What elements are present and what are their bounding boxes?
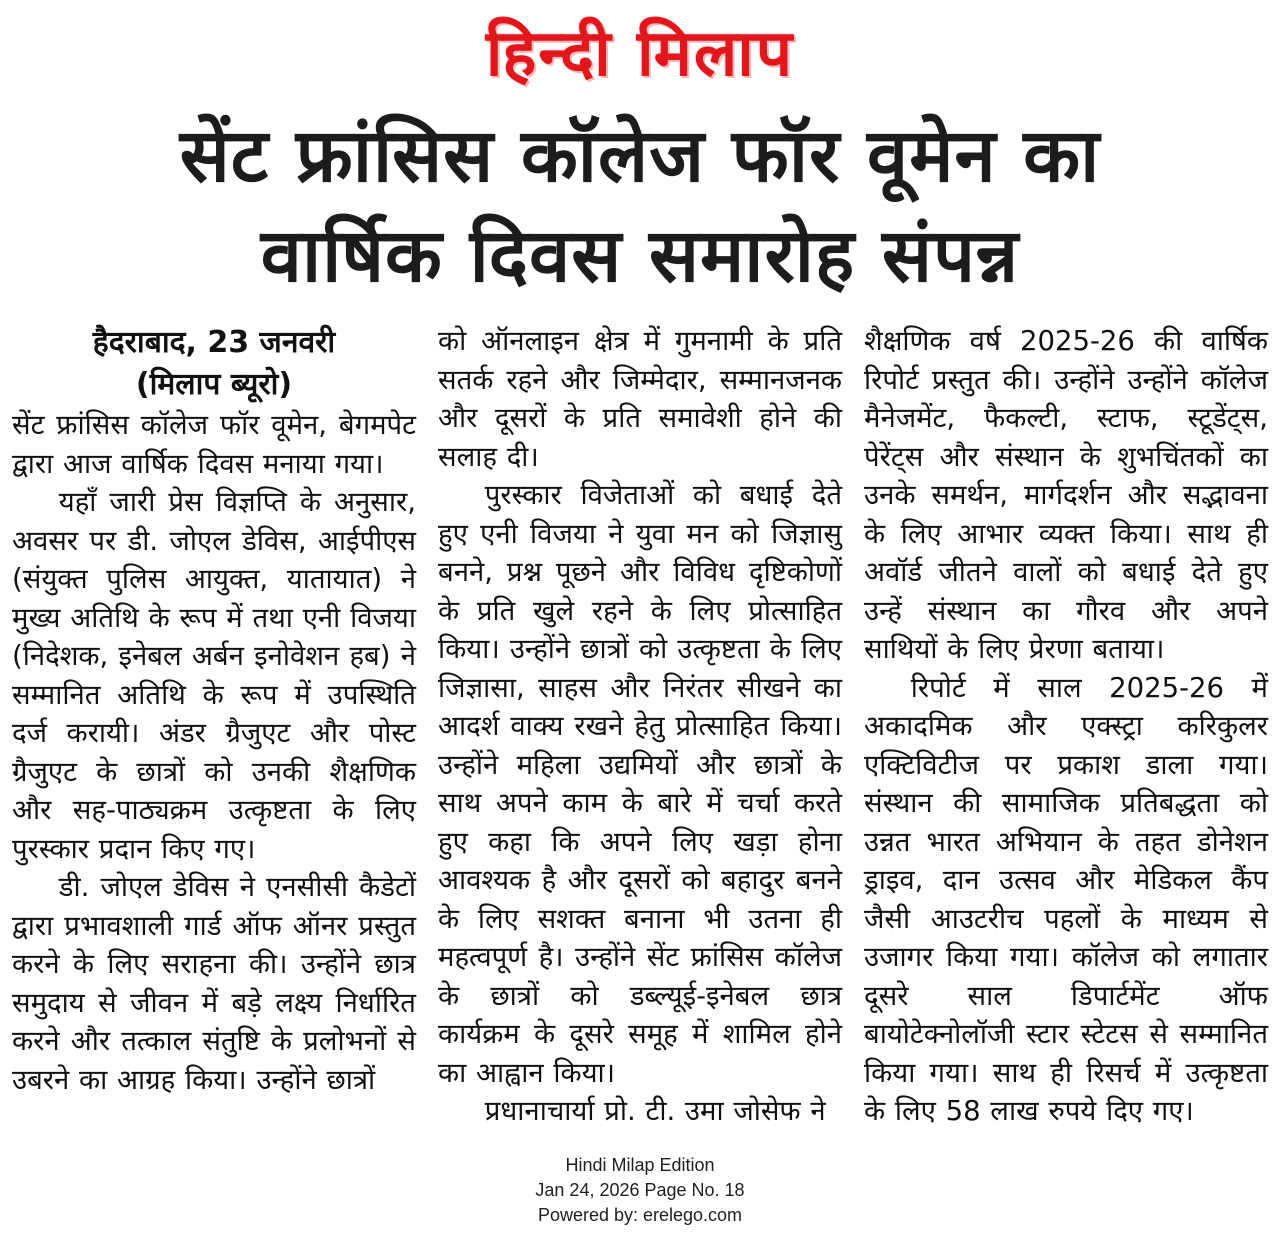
paragraph: को ऑनलाइन क्षेत्र में गुमनामी के प्रति सतर्क रहने और जिम्मेदार, सम्मानजनक और दूसरों के प्रति समावेशी होने की सलाह दी। — [438, 325, 842, 473]
headline-line-1: सेंट फ्रांसिस कॉलेज फॉर वूमेन का — [179, 113, 1101, 199]
dateline: हैदराबाद, 23 जनवरी — [92, 325, 336, 360]
headline-line-2: वार्षिक दिवस समारोह संपन्न — [260, 213, 1020, 299]
footer-date-page: Jan 24, 2026 Page No. 18 — [535, 1179, 745, 1200]
paragraph: डी. जोएल डेविस ने एनसीसी कैडेटों द्वारा प्रभावशाली गार्ड ऑफ ऑनर प्रस्तुत करने के लिए सराहना की। उन्होंने छात्र समुदाय से जीवन में बड़े लक्ष्य निर्धारित करने और तत्काल संतुष्टि के प्रलोभनों से उबरने का आग्रह किया। उन्होंने छात्रों — [12, 871, 416, 1096]
paragraph: रिपोर्ट में साल 2025-26 में अकादमिक और एक्स्ट्रा करिकुलर एक्टिविटीज पर प्रकाश डाला गया। संस्थान की सामाजिक प्रतिबद्धता को उन्नत भारत अभियान के तहत डोनेशन ड्राइव, दान उत्सव और मेडिकल कैंप जैसी आउटरीच पहलों के माध्यम से उजागर किया गया। कॉलेज को लगातार दूसरे साल डिपार्टमेंट ऑफ बायोटेक्नोलॉजी स्टार स्टेटस से सम्मानित किया गया। साथ ही रिसर्च में उत्कृष्टता के लिए 58 लाख रुपये दिए गए। — [864, 671, 1268, 1127]
page-footer — [8, 1153, 1272, 1228]
footer-edition: Hindi Milap Edition — [565, 1154, 715, 1175]
footer-powered-by: Powered by: erelego.com — [537, 1204, 743, 1225]
article-headline — [8, 106, 1272, 306]
masthead — [8, 8, 1272, 100]
paragraph: पुरस्कार विजेताओं को बधाई देते हुए एनी विजया ने युवा मन को जिज्ञासु बनने, प्रश्न पूछने और विविध दृष्टिकोणों के प्रति खुले रहने के लिए प्रोत्साहित किया। उन्होंने छात्रों को उत्कृष्टता के लिए जिज्ञासा, साहस और निरंतर सीखने का आदर्श वाक्य रखने हेतु प्रोत्साहित किया। उन्होंने महिला उद्यमियों और छात्रों के साथ अपने काम के बारे में चर्चा करते हुए कहा कि अपने लिए खड़ा होना आवश्यक है और दूसरों को बहादुर बनने के लिए सशक्त बनाना भी उतना ही महत्वपूर्ण है। उन्होंने सेंट फ्रांसिस कॉलेज के छात्रों को डब्ल्यूई-इनेबल छात्र कार्यक्रम के दूसरे समूह में शामिल होने का आह्वान किया। — [438, 479, 842, 1089]
newspaper-title: हिन्दी मिलाप — [485, 17, 795, 91]
article-column-1 — [12, 322, 416, 1131]
article-column-3 — [864, 322, 1268, 1131]
byline: (मिलाप ब्यूरो) — [135, 367, 293, 402]
paragraph: प्रधानाचार्या प्रो. टी. उमा जोसेफ ने — [484, 1095, 826, 1127]
paragraph: यहाँ जारी प्रेस विज्ञप्ति के अनुसार, अवसर पर डी. जोएल डेविस, आईपीएस (संयुक्त पुलिस आयुक्त, यातायात) ने मुख्य अतिथि के रूप में तथा एनी विजया (निदेशक, इनेबल अर्बन इनोवेशन हब) ने सम्मानित अतिथि के रूप में उपस्थिति दर्ज करायी। अंडर ग्रैजुएट और पोस्ट ग्रैजुएट के छात्रों को उनकी शैक्षणिक और सह-पाठ्यक्रम उत्कृष्टता के लिए पुरस्कार प्रदान किए गए। — [12, 486, 416, 865]
article-column-2 — [438, 322, 842, 1131]
paragraph: सेंट फ्रांसिस कॉलेज फॉर वूमेन, बेगमपेट द्वारा आज वार्षिक दिवस मनाया गया। — [12, 409, 416, 480]
paragraph: शैक्षणिक वर्ष 2025-26 की वार्षिक रिपोर्ट प्रस्तुत की। उन्होंने उन्होंने कॉलेज मैनेजमेंट, फैकल्टी, स्टाफ, स्टूडेंट्स, पेरेंट्स और संस्थान के शुभचिंतकों का उनके समर्थन, मार्गदर्शन और सद्भावना के लिए आभार व्यक्त किया। साथ ही अवॉर्ड जीतने वालों को बधाई देते हुए उन्हें संस्थान का गौरव और अपने साथियों के लिए प्रेरणा बताया। — [864, 325, 1268, 665]
article-body — [8, 316, 1272, 1131]
